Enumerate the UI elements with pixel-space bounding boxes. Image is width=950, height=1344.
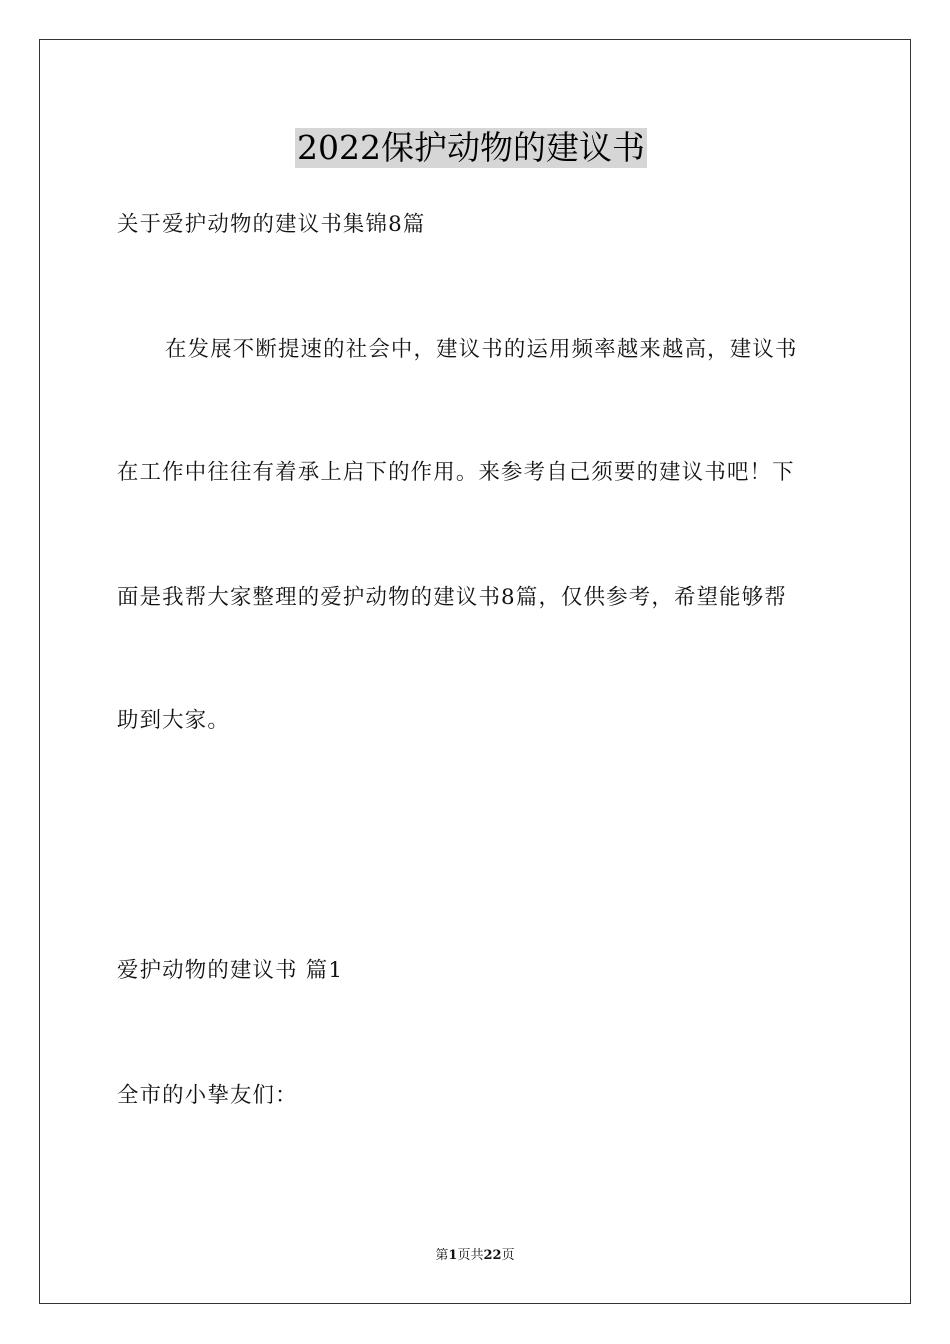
- document-subtitle: 关于爱护动物的建议书集锦8篇: [117, 212, 426, 237]
- footer-page-current: 1: [448, 1248, 458, 1263]
- page-footer: [0, 1247, 950, 1265]
- salutation: 全市的小挚友们：: [117, 1083, 298, 1108]
- intro-line-3: 面是我帮大家整理的爱护动物的建议书8篇，仅供参考，希望能够帮: [117, 585, 787, 610]
- footer-total-suffix: 页: [501, 1248, 515, 1263]
- footer-page-prefix: 第: [435, 1248, 449, 1263]
- intro-line-1: 在发展不断提速的社会中，建议书的运用频率越来越高，建议书: [165, 337, 798, 362]
- footer-total-prefix: 共: [470, 1248, 484, 1263]
- footer-page-suffix: 页: [457, 1248, 471, 1263]
- section-heading: 爱护动物的建议书 篇1: [117, 958, 344, 983]
- footer-page-total: 22: [483, 1248, 502, 1263]
- intro-line-4: 助到大家。: [117, 708, 230, 733]
- intro-line-2: 在工作中往往有着承上启下的作用。来参考自己须要的建议书吧！下: [117, 460, 795, 485]
- document-title: 2022保护动物的建议书: [297, 128, 645, 167]
